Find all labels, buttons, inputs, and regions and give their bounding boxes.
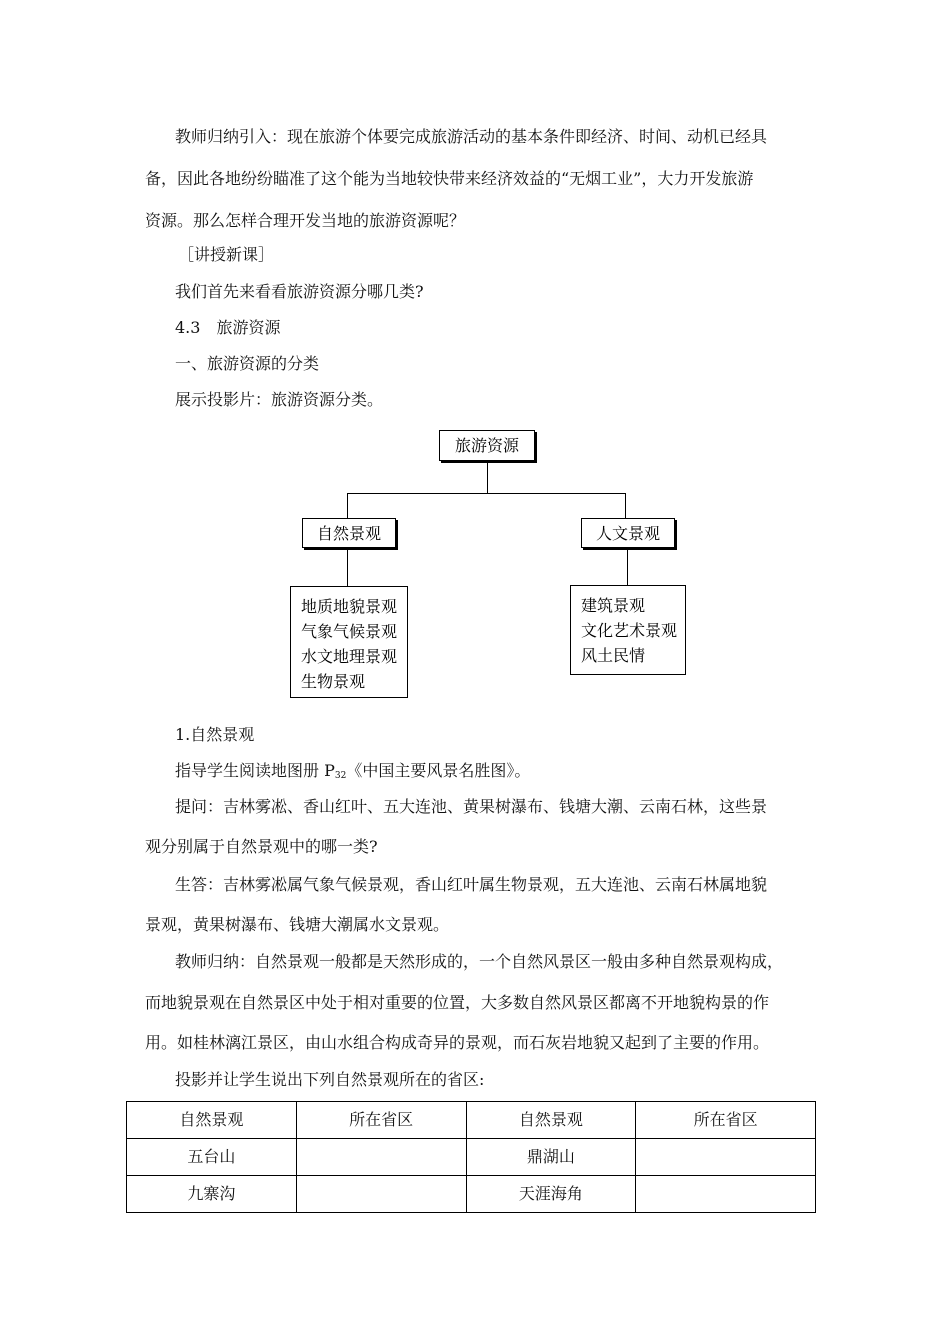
table-cell: 天涯海角	[466, 1176, 636, 1213]
summary-line-3: 用。如桂林漓江景区，由山水组合构成奇异的景观，而石灰岩地貌又起到了主要的作用。	[145, 1033, 770, 1052]
connector	[347, 493, 626, 494]
guide-page-sub: 32	[334, 771, 347, 781]
table-cell: 九寨沟	[127, 1176, 297, 1213]
guide-pre: 指导学生阅读地图册 P	[175, 761, 335, 780]
ask-line-2: 观分别属于自然景观中的哪一类?	[145, 837, 378, 856]
natural-item: 气象气候景观	[301, 622, 398, 641]
table-cell-blank[interactable]	[296, 1176, 466, 1213]
table-header: 所在省区	[296, 1102, 466, 1139]
diagram-natural-box: 自然景观	[302, 518, 396, 548]
natural-item: 地质地貌景观	[301, 597, 398, 616]
ask-line-1: 提问：吉林雾凇、香山红叶、五大连池、黄果树瀑布、钱塘大潮、云南石林，这些景	[175, 797, 768, 816]
cultural-item: 风土民情	[581, 646, 646, 665]
table-cell-blank[interactable]	[636, 1139, 816, 1176]
table-header-row	[127, 1102, 816, 1139]
connector	[347, 549, 348, 586]
connector	[487, 461, 488, 493]
intro-line-1: 教师归纳引入：现在旅游个体要完成旅游活动的基本条件即经济、时间、动机已经具	[175, 127, 768, 146]
guide-text	[175, 761, 815, 786]
answer-line-1: 生答：吉林雾凇属气象气候景观，香山红叶属生物景观，五大连池、云南石林属地貌	[175, 875, 768, 894]
connector	[347, 493, 348, 519]
projection-text: 展示投影片：旅游资源分类。	[175, 390, 384, 409]
cultural-item: 文化艺术景观	[581, 621, 678, 640]
diagram-cultural-box: 人文景观	[581, 518, 675, 548]
table-header: 所在省区	[636, 1102, 816, 1139]
guide-post: 《中国主要风景名胜图》。	[346, 761, 531, 780]
question-intro: 我们首先来看看旅游资源分哪几类?	[175, 282, 424, 301]
table-intro: 投影并让学生说出下列自然景观所在的省区:	[175, 1070, 485, 1089]
natural-item: 水文地理景观	[301, 647, 398, 666]
table-row	[127, 1176, 816, 1213]
table-cell-blank[interactable]	[296, 1139, 466, 1176]
section-title: 4.3 旅游资源	[175, 318, 281, 337]
new-lesson-label: ［讲授新课］	[178, 245, 275, 264]
natural-heading: 1.自然景观	[175, 725, 255, 744]
natural-item: 生物景观	[301, 672, 366, 691]
intro-line-3: 资源。那么怎样合理开发当地的旅游资源呢？	[145, 211, 466, 230]
diagram-root-box: 旅游资源	[439, 430, 535, 461]
summary-line-1: 教师归纳：自然景观一般都是天然形成的，一个自然风景区一般由多种自然景观构成，	[175, 952, 784, 971]
connector	[625, 493, 626, 519]
subsection-title: 一、旅游资源的分类	[175, 354, 320, 373]
landscape-province-table	[126, 1101, 816, 1213]
table-row	[127, 1139, 816, 1176]
answer-line-2: 景观，黄果树瀑布、钱塘大潮属水文景观。	[145, 915, 450, 934]
table-header: 自然景观	[466, 1102, 636, 1139]
table-header: 自然景观	[127, 1102, 297, 1139]
table-cell: 五台山	[127, 1139, 297, 1176]
diagram-cultural-list	[570, 585, 686, 675]
intro-line-2: 备，因此各地纷纷瞄准了这个能为当地较快带来经济效益的“无烟工业”，大力开发旅游	[145, 169, 754, 188]
summary-line-2: 而地貌景观在自然景区中处于相对重要的位置，大多数自然风景区都离不开地貌构景的作	[145, 993, 770, 1012]
cultural-item: 建筑景观	[581, 596, 646, 615]
table-cell-blank[interactable]	[636, 1176, 816, 1213]
table-cell: 鼎湖山	[466, 1139, 636, 1176]
diagram-natural-list	[290, 586, 408, 698]
connector	[627, 549, 628, 585]
